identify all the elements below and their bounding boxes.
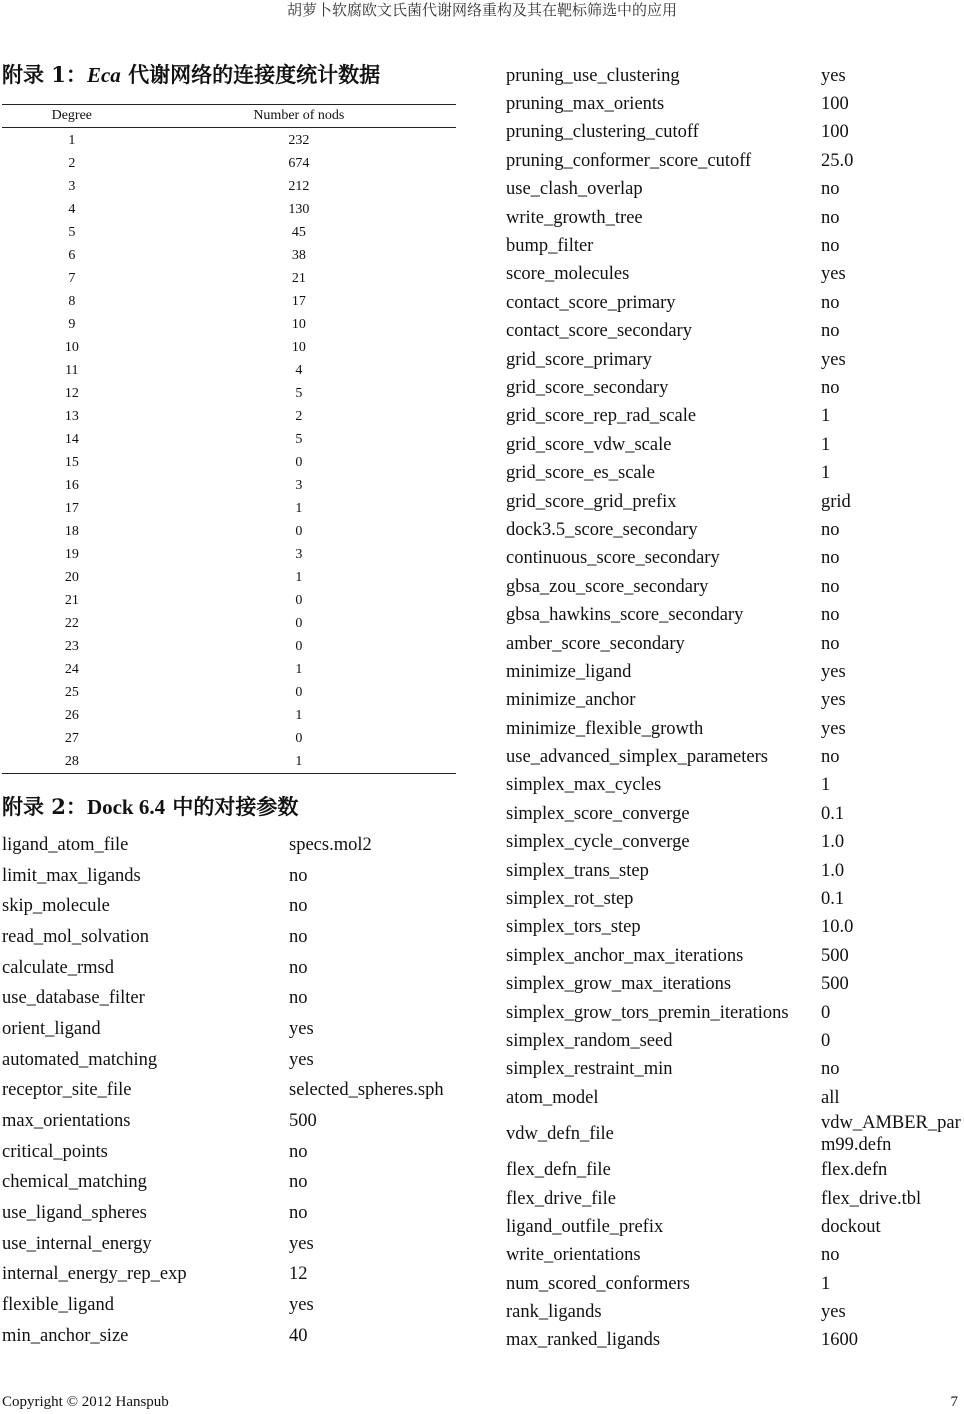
param-name: simplex_anchor_max_iterations bbox=[506, 945, 744, 966]
node-count-cell: 5 bbox=[295, 431, 303, 447]
param-value: no bbox=[289, 988, 308, 1009]
param-row bbox=[2, 861, 457, 892]
param-name: simplex_restraint_min bbox=[506, 1059, 673, 1080]
param-row bbox=[2, 953, 457, 984]
degree-row bbox=[2, 175, 456, 198]
param-name: minimize_ligand bbox=[506, 661, 632, 682]
param-name: score_molecules bbox=[506, 264, 630, 285]
param-row bbox=[506, 942, 962, 970]
param-row bbox=[506, 459, 962, 487]
param-row bbox=[506, 800, 962, 828]
param-value: 1 bbox=[821, 463, 831, 484]
param-value: no bbox=[821, 519, 840, 540]
param-value: 25.0 bbox=[821, 150, 854, 171]
node-count-cell: 232 bbox=[288, 132, 310, 148]
param-row bbox=[506, 119, 962, 147]
param-row bbox=[2, 1106, 457, 1137]
param-row bbox=[506, 545, 962, 573]
param-name: grid_score_secondary bbox=[506, 377, 669, 398]
appendix-1-title-organism: Eca bbox=[86, 63, 121, 87]
degree-cell: 9 bbox=[68, 316, 76, 332]
node-count-cell: 1 bbox=[295, 707, 303, 723]
param-row bbox=[2, 1290, 457, 1321]
param-value: yes bbox=[289, 1233, 314, 1254]
param-value: no bbox=[821, 576, 840, 597]
param-row bbox=[506, 1242, 962, 1270]
param-value: no bbox=[821, 377, 840, 398]
param-value: no bbox=[821, 207, 840, 228]
param-value: flex.defn bbox=[821, 1160, 888, 1181]
degree-cell: 12 bbox=[64, 385, 79, 401]
degree-cell: 23 bbox=[64, 638, 79, 654]
param-row bbox=[506, 403, 962, 431]
param-name: ligand_outfile_prefix bbox=[506, 1216, 664, 1237]
param-name: contact_score_primary bbox=[506, 292, 676, 313]
param-name: max_ranked_ligands bbox=[506, 1330, 661, 1351]
param-name: pruning_use_clustering bbox=[506, 65, 680, 86]
param-row bbox=[506, 1213, 962, 1241]
degree-row bbox=[2, 612, 456, 635]
param-name: simplex_max_cycles bbox=[506, 775, 662, 796]
param-value: yes bbox=[821, 661, 846, 682]
node-count-cell: 17 bbox=[291, 293, 306, 309]
param-row bbox=[506, 1298, 962, 1326]
param-value: 1.0 bbox=[821, 860, 845, 881]
param-name: flex_defn_file bbox=[506, 1160, 611, 1181]
param-value: no bbox=[289, 865, 308, 886]
dock-params-table-left bbox=[2, 830, 457, 1352]
param-value: no bbox=[289, 926, 308, 947]
param-row bbox=[506, 374, 962, 402]
param-value: yes bbox=[821, 349, 846, 370]
copyright: Copyright © 2012 Hanspub bbox=[2, 1394, 169, 1410]
param-row bbox=[506, 232, 962, 260]
degree-row bbox=[2, 497, 456, 520]
param-row bbox=[506, 971, 962, 999]
dock-params-table-right bbox=[506, 62, 962, 1355]
param-value: 1.0 bbox=[821, 832, 845, 853]
param-name: amber_score_secondary bbox=[506, 633, 685, 654]
node-count-cell: 0 bbox=[295, 638, 303, 654]
appendix-1-title-suffix: 代谢网络的连接度统计数据 bbox=[120, 62, 381, 87]
param-row bbox=[506, 488, 962, 516]
degree-cell: 4 bbox=[68, 201, 76, 217]
degree-cell: 2 bbox=[68, 155, 76, 171]
param-name: use_database_filter bbox=[2, 988, 145, 1009]
param-value: 500 bbox=[289, 1111, 317, 1132]
node-count-cell: 3 bbox=[295, 546, 303, 562]
degree-row bbox=[2, 359, 456, 382]
degree-cell: 7 bbox=[68, 270, 76, 286]
degree-cell: 8 bbox=[68, 293, 76, 309]
node-count-cell: 0 bbox=[295, 730, 303, 746]
param-row bbox=[506, 1112, 962, 1156]
dock-params-right-body bbox=[506, 62, 962, 1355]
param-row bbox=[506, 346, 962, 374]
param-name: simplex_tors_step bbox=[506, 917, 641, 938]
param-name: receptor_site_file bbox=[2, 1080, 132, 1101]
degree-row bbox=[2, 704, 456, 727]
param-value: no bbox=[821, 292, 840, 313]
param-row bbox=[506, 630, 962, 658]
param-name: atom_model bbox=[506, 1087, 599, 1108]
node-count-cell: 4 bbox=[295, 362, 303, 378]
param-name: grid_score_primary bbox=[506, 349, 652, 370]
node-count-cell: 130 bbox=[288, 201, 310, 217]
param-value: flex_drive.tbl bbox=[821, 1188, 922, 1209]
param-name: grid_score_rep_rad_scale bbox=[506, 406, 697, 427]
param-row bbox=[506, 1327, 962, 1355]
column-header-degree: Degree bbox=[2, 105, 142, 128]
degree-row bbox=[2, 336, 456, 359]
param-name: chemical_matching bbox=[2, 1172, 147, 1193]
param-name: minimize_flexible_growth bbox=[506, 718, 704, 739]
param-value: dockout bbox=[821, 1216, 881, 1237]
degree-cell: 25 bbox=[64, 684, 79, 700]
param-value: no bbox=[821, 605, 840, 626]
param-row bbox=[2, 983, 457, 1014]
param-name: gbsa_hawkins_score_secondary bbox=[506, 605, 744, 626]
param-name: vdw_defn_file bbox=[506, 1123, 614, 1144]
param-name: read_mol_solvation bbox=[2, 926, 149, 947]
appendix-1-title bbox=[2, 58, 457, 92]
degree-row bbox=[2, 635, 456, 658]
param-value: 1 bbox=[821, 1273, 831, 1294]
param-value: grid bbox=[821, 491, 851, 512]
param-row bbox=[506, 687, 962, 715]
degree-cell: 14 bbox=[64, 431, 79, 447]
param-name: minimize_anchor bbox=[506, 690, 636, 711]
param-name: use_internal_energy bbox=[2, 1233, 152, 1254]
param-value: 0 bbox=[821, 1030, 831, 1051]
node-count-cell: 3 bbox=[295, 477, 303, 493]
param-row bbox=[2, 830, 457, 861]
appendix-2-title bbox=[2, 790, 457, 824]
degree-cell: 6 bbox=[68, 247, 76, 263]
left-column bbox=[2, 58, 457, 1352]
param-value: yes bbox=[821, 690, 846, 711]
param-row bbox=[506, 62, 962, 90]
param-value: no bbox=[289, 896, 308, 917]
degree-cell: 13 bbox=[64, 408, 79, 424]
appendix-2-title-software: Dock 6.4 bbox=[86, 795, 166, 819]
param-name: grid_score_es_scale bbox=[506, 463, 655, 484]
param-name: rank_ligands bbox=[506, 1302, 602, 1323]
node-count-cell: 10 bbox=[291, 316, 306, 332]
degree-row bbox=[2, 313, 456, 336]
node-count-cell: 21 bbox=[291, 270, 306, 286]
param-name: pruning_max_orients bbox=[506, 94, 665, 115]
param-row bbox=[506, 914, 962, 942]
param-name: flex_drive_file bbox=[506, 1188, 616, 1209]
param-name: continuous_score_secondary bbox=[506, 548, 720, 569]
node-count-cell: 10 bbox=[291, 339, 306, 355]
node-count-cell: 674 bbox=[288, 155, 310, 171]
column-header-nodes: Number of nods bbox=[142, 105, 456, 128]
param-value: yes bbox=[821, 65, 846, 86]
node-count-cell: 1 bbox=[295, 569, 303, 585]
node-count-cell: 1 bbox=[295, 661, 303, 677]
param-value: yes bbox=[289, 1049, 314, 1070]
node-count-cell: 2 bbox=[295, 408, 303, 424]
param-name: dock3.5_score_secondary bbox=[506, 519, 698, 540]
param-value: selected_spheres.sph bbox=[289, 1080, 444, 1101]
degree-cell: 26 bbox=[64, 707, 79, 723]
param-name: write_growth_tree bbox=[506, 207, 643, 228]
param-name: gbsa_zou_score_secondary bbox=[506, 576, 709, 597]
param-row bbox=[506, 743, 962, 771]
param-name: use_ligand_spheres bbox=[2, 1203, 147, 1224]
degree-cell: 27 bbox=[64, 730, 79, 746]
param-value: no bbox=[821, 1245, 840, 1266]
param-name: critical_points bbox=[2, 1141, 108, 1162]
degree-row bbox=[2, 382, 456, 405]
degree-cell: 20 bbox=[64, 569, 79, 585]
param-row bbox=[2, 1076, 457, 1107]
appendix-2-title-suffix: 中的对接参数 bbox=[165, 794, 299, 819]
degree-table bbox=[2, 104, 456, 774]
param-value: no bbox=[821, 747, 840, 768]
param-value: no bbox=[821, 548, 840, 569]
param-row bbox=[506, 658, 962, 686]
param-row bbox=[2, 1198, 457, 1229]
param-name: calculate_rmsd bbox=[2, 957, 114, 978]
degree-row bbox=[2, 428, 456, 451]
param-name: num_scored_conformers bbox=[506, 1273, 690, 1294]
param-value: 0.1 bbox=[821, 889, 845, 910]
param-value: no bbox=[821, 1059, 840, 1080]
degree-cell: 10 bbox=[64, 339, 79, 355]
param-row bbox=[506, 999, 962, 1027]
param-value: 500 bbox=[821, 945, 849, 966]
appendix-2-title-prefix: 附录 2： bbox=[2, 794, 87, 819]
param-name: pruning_conformer_score_cutoff bbox=[506, 150, 752, 171]
param-row bbox=[2, 1014, 457, 1045]
node-count-cell: 0 bbox=[295, 454, 303, 470]
param-name: max_orientations bbox=[2, 1111, 131, 1132]
degree-cell: 11 bbox=[65, 362, 79, 378]
node-count-cell: 5 bbox=[295, 385, 303, 401]
degree-row bbox=[2, 405, 456, 428]
degree-cell: 3 bbox=[68, 178, 76, 194]
param-value: vdw_AMBER_parm99.defn bbox=[821, 1113, 961, 1156]
param-row bbox=[506, 318, 962, 346]
param-row bbox=[506, 204, 962, 232]
param-name: bump_filter bbox=[506, 236, 594, 257]
param-value: no bbox=[289, 1172, 308, 1193]
param-value: no bbox=[821, 236, 840, 257]
degree-table-header bbox=[2, 105, 456, 128]
param-row bbox=[2, 891, 457, 922]
param-value: 1 bbox=[821, 434, 831, 455]
param-value: no bbox=[289, 1203, 308, 1224]
param-row bbox=[506, 1185, 962, 1213]
dock-params-left-body bbox=[2, 830, 457, 1352]
param-row bbox=[2, 1229, 457, 1260]
param-value: no bbox=[821, 179, 840, 200]
param-row bbox=[506, 715, 962, 743]
param-row bbox=[506, 573, 962, 601]
param-name: ligand_atom_file bbox=[2, 834, 129, 855]
degree-cell: 22 bbox=[64, 615, 79, 631]
param-name: simplex_grow_tors_premin_iterations bbox=[506, 1002, 789, 1023]
degree-row bbox=[2, 750, 456, 774]
param-value: 100 bbox=[821, 122, 849, 143]
param-value: yes bbox=[821, 718, 846, 739]
param-row bbox=[2, 1168, 457, 1199]
param-name: use_clash_overlap bbox=[506, 179, 643, 200]
param-name: grid_score_grid_prefix bbox=[506, 491, 677, 512]
param-name: flexible_ligand bbox=[2, 1295, 114, 1316]
degree-cell: 16 bbox=[64, 477, 79, 493]
degree-row bbox=[2, 128, 456, 153]
degree-row bbox=[2, 267, 456, 290]
param-value: 1 bbox=[821, 775, 831, 796]
appendix-1-title-prefix: 附录 1： bbox=[2, 62, 87, 87]
param-row bbox=[506, 1156, 962, 1184]
param-name: simplex_grow_max_iterations bbox=[506, 974, 732, 995]
param-name: skip_molecule bbox=[2, 896, 110, 917]
degree-row bbox=[2, 681, 456, 704]
degree-cell: 28 bbox=[64, 753, 79, 769]
degree-row bbox=[2, 451, 456, 474]
param-value: yes bbox=[289, 1018, 314, 1039]
param-name: contact_score_secondary bbox=[506, 321, 692, 342]
node-count-cell: 0 bbox=[295, 523, 303, 539]
node-count-cell: 212 bbox=[288, 178, 310, 194]
param-row bbox=[506, 601, 962, 629]
page-number: 7 bbox=[950, 1394, 958, 1410]
degree-row bbox=[2, 543, 456, 566]
param-name: pruning_clustering_cutoff bbox=[506, 122, 699, 143]
param-value: all bbox=[821, 1087, 840, 1108]
param-row bbox=[506, 857, 962, 885]
param-name: limit_max_ligands bbox=[2, 865, 141, 886]
node-count-cell: 0 bbox=[295, 684, 303, 700]
param-name: grid_score_vdw_scale bbox=[506, 434, 672, 455]
param-value: 500 bbox=[821, 974, 849, 995]
node-count-cell: 45 bbox=[291, 224, 306, 240]
param-name: simplex_score_converge bbox=[506, 803, 690, 824]
running-header: 胡萝卜软腐欧文氏菌代谢网络重构及其在靶标筛选中的应用 bbox=[286, 1, 677, 19]
param-row bbox=[506, 829, 962, 857]
degree-row bbox=[2, 589, 456, 612]
param-row bbox=[506, 772, 962, 800]
param-row bbox=[506, 1056, 962, 1084]
param-name: simplex_random_seed bbox=[506, 1030, 673, 1051]
param-value: 0.1 bbox=[821, 803, 845, 824]
degree-row bbox=[2, 658, 456, 681]
param-row bbox=[506, 289, 962, 317]
param-value: no bbox=[289, 1141, 308, 1162]
param-value: 1 bbox=[821, 406, 831, 427]
right-column bbox=[506, 62, 962, 1355]
param-name: automated_matching bbox=[2, 1049, 158, 1070]
param-value: yes bbox=[821, 1302, 846, 1323]
node-count-cell: 38 bbox=[291, 247, 306, 263]
param-row bbox=[506, 1270, 962, 1298]
param-row bbox=[506, 1084, 962, 1112]
degree-cell: 17 bbox=[64, 500, 79, 516]
param-row bbox=[2, 1321, 457, 1352]
degree-cell: 1 bbox=[68, 132, 76, 148]
param-row bbox=[506, 431, 962, 459]
degree-row bbox=[2, 244, 456, 267]
param-value: yes bbox=[289, 1295, 314, 1316]
param-name: min_anchor_size bbox=[2, 1325, 129, 1346]
param-name: orient_ligand bbox=[2, 1018, 101, 1039]
degree-table-body bbox=[2, 128, 456, 774]
node-count-cell: 0 bbox=[295, 615, 303, 631]
param-name: simplex_cycle_converge bbox=[506, 832, 690, 853]
param-row bbox=[506, 176, 962, 204]
param-value: 40 bbox=[289, 1325, 308, 1346]
param-value: 12 bbox=[289, 1264, 308, 1285]
param-name: simplex_trans_step bbox=[506, 860, 649, 881]
node-count-cell: 0 bbox=[295, 592, 303, 608]
param-row bbox=[506, 261, 962, 289]
param-row bbox=[2, 1260, 457, 1291]
degree-cell: 21 bbox=[64, 592, 79, 608]
node-count-cell: 1 bbox=[295, 500, 303, 516]
degree-row bbox=[2, 152, 456, 175]
degree-row bbox=[2, 520, 456, 543]
param-value: no bbox=[821, 633, 840, 654]
param-value: no bbox=[821, 321, 840, 342]
degree-row bbox=[2, 474, 456, 497]
param-name: write_orientations bbox=[506, 1245, 641, 1266]
param-row bbox=[2, 922, 457, 953]
degree-cell: 19 bbox=[64, 546, 79, 562]
degree-cell: 5 bbox=[68, 224, 76, 240]
param-name: use_advanced_simplex_parameters bbox=[506, 747, 768, 768]
param-row bbox=[2, 1137, 457, 1168]
degree-row bbox=[2, 566, 456, 589]
degree-cell: 15 bbox=[64, 454, 79, 470]
param-value: yes bbox=[821, 264, 846, 285]
degree-row bbox=[2, 221, 456, 244]
param-value: 10.0 bbox=[821, 917, 854, 938]
degree-row bbox=[2, 290, 456, 313]
param-row bbox=[506, 90, 962, 118]
param-value: 1600 bbox=[821, 1330, 858, 1351]
degree-row bbox=[2, 198, 456, 221]
param-name: internal_energy_rep_exp bbox=[2, 1264, 187, 1285]
param-row bbox=[506, 516, 962, 544]
param-row bbox=[506, 147, 962, 175]
param-row bbox=[506, 885, 962, 913]
param-value: specs.mol2 bbox=[289, 834, 372, 855]
degree-row bbox=[2, 727, 456, 750]
param-row bbox=[506, 1027, 962, 1055]
degree-cell: 24 bbox=[64, 661, 79, 677]
param-row bbox=[2, 1045, 457, 1076]
node-count-cell: 1 bbox=[295, 753, 303, 769]
param-value: no bbox=[289, 957, 308, 978]
param-value: 100 bbox=[821, 94, 849, 115]
degree-cell: 18 bbox=[64, 523, 79, 539]
param-value: 0 bbox=[821, 1002, 831, 1023]
param-name: simplex_rot_step bbox=[506, 889, 634, 910]
